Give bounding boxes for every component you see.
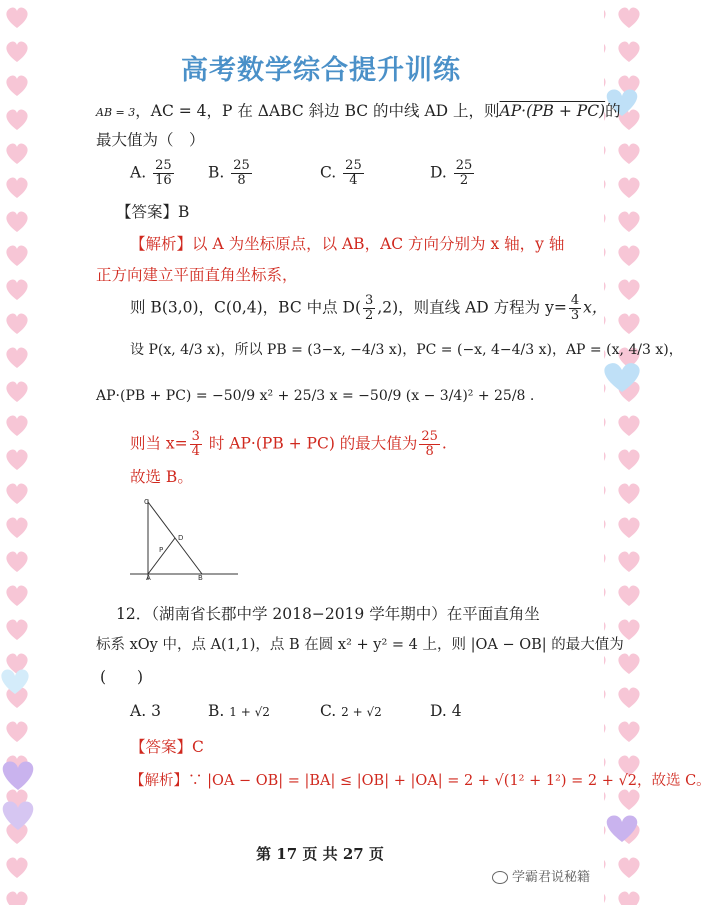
page-footer: 第 17 页 共 27 页 <box>256 845 384 863</box>
q11-solution-line7: 故选 B。 <box>130 468 193 486</box>
q12-option-c: C. 2 + √2 <box>320 702 382 720</box>
q12-solution: 【解析】∵ |OA − OB| = |BA| ≤ |OB| + |OA| = 2 + √(1² + 1²) = 2 + √2，故选 C。 <box>130 773 711 789</box>
page-title: 高考数学综合提升训练 <box>181 55 461 86</box>
q11-solution-line5: AP·(PB + PC) = −50/9 x² + 25/3 x = −50/9 (x − 3/4)² + 25/8 . <box>96 388 535 404</box>
q11-option-c: C. $\frac{25}{4}$ <box>320 158 362 188</box>
fig-label-d: D <box>178 534 184 542</box>
q11-answer: 【答案】B <box>116 203 190 221</box>
q11-stem-end: 的 <box>605 102 621 120</box>
q11-stem-text: ，AC = 4，P 在 ΔABC 斜边 BC 的中线 AD 上，则 <box>135 102 500 120</box>
fig-label-c: C <box>144 498 149 506</box>
q12-answer: 【答案】C <box>130 738 204 756</box>
q12-stem-line3: ( ) <box>100 668 144 686</box>
q11-solution-line4: 设 P(x, 4/3 x)，所以 PB = (3−x, −4/3 x)，PC = (−x, 4−4/3 x)，AP = (x, 4/3 x)， <box>130 342 683 358</box>
q12-stem-line2: 标系 xOy 中，点 A(1,1)，点 B 在圆 x² + y² = 4 上，则 |OA − OB| 的最大值为 <box>96 637 624 653</box>
q12-stem-line1: 12．（湖南省长郡中学 2018−2019 学年期中）在平面直角坐 <box>116 605 540 623</box>
q11-stem-ab: AB = 3 <box>96 106 136 119</box>
q11-stem-line2: 最大值为（ ） <box>96 131 205 149</box>
wechat-icon <box>492 871 508 884</box>
q11-option-d: D. $\frac{25}{2}$ <box>430 158 473 188</box>
q12-option-a: A. 3 <box>130 702 161 720</box>
fig-label-b: B <box>198 574 203 582</box>
fig-label-a: A <box>146 574 151 582</box>
q11-option-a: A. $\frac{25}{16}$ <box>130 158 172 188</box>
q12-option-d: D. 4 <box>430 702 462 720</box>
q12-option-b: B. 1 + √2 <box>208 702 270 720</box>
q11-solution-line1: 【解析】以 A 为坐标原点，以 AB，AC 方向分别为 x 轴，y 轴 <box>130 235 565 253</box>
q11-triangle-figure <box>126 494 241 586</box>
brand-watermark: 学霸君说秘籍 <box>492 866 590 885</box>
q11-option-b: B. $\frac{25}{8}$ <box>208 158 250 188</box>
q11-stem-line1 <box>96 99 621 121</box>
q11-solution-line3: 则 B(3,0)，C(0,4)，BC 中点 D( $\frac{3}{2}$ ,2)，则直线 AD 方程为 y= $\frac{4}{3}$ x， <box>130 293 608 323</box>
q11-solution-line6: 则当 x= $\frac{3}{4}$ 时 AP·(PB + PC) 的最大值为 $\frac{25}{8}$ . <box>130 429 447 459</box>
q11-solution-line2: 正方向建立平面直角坐标系， <box>96 266 298 284</box>
q11-stem-vector: AP·(PB + PC) <box>499 102 606 120</box>
fig-label-p: P <box>159 546 164 554</box>
